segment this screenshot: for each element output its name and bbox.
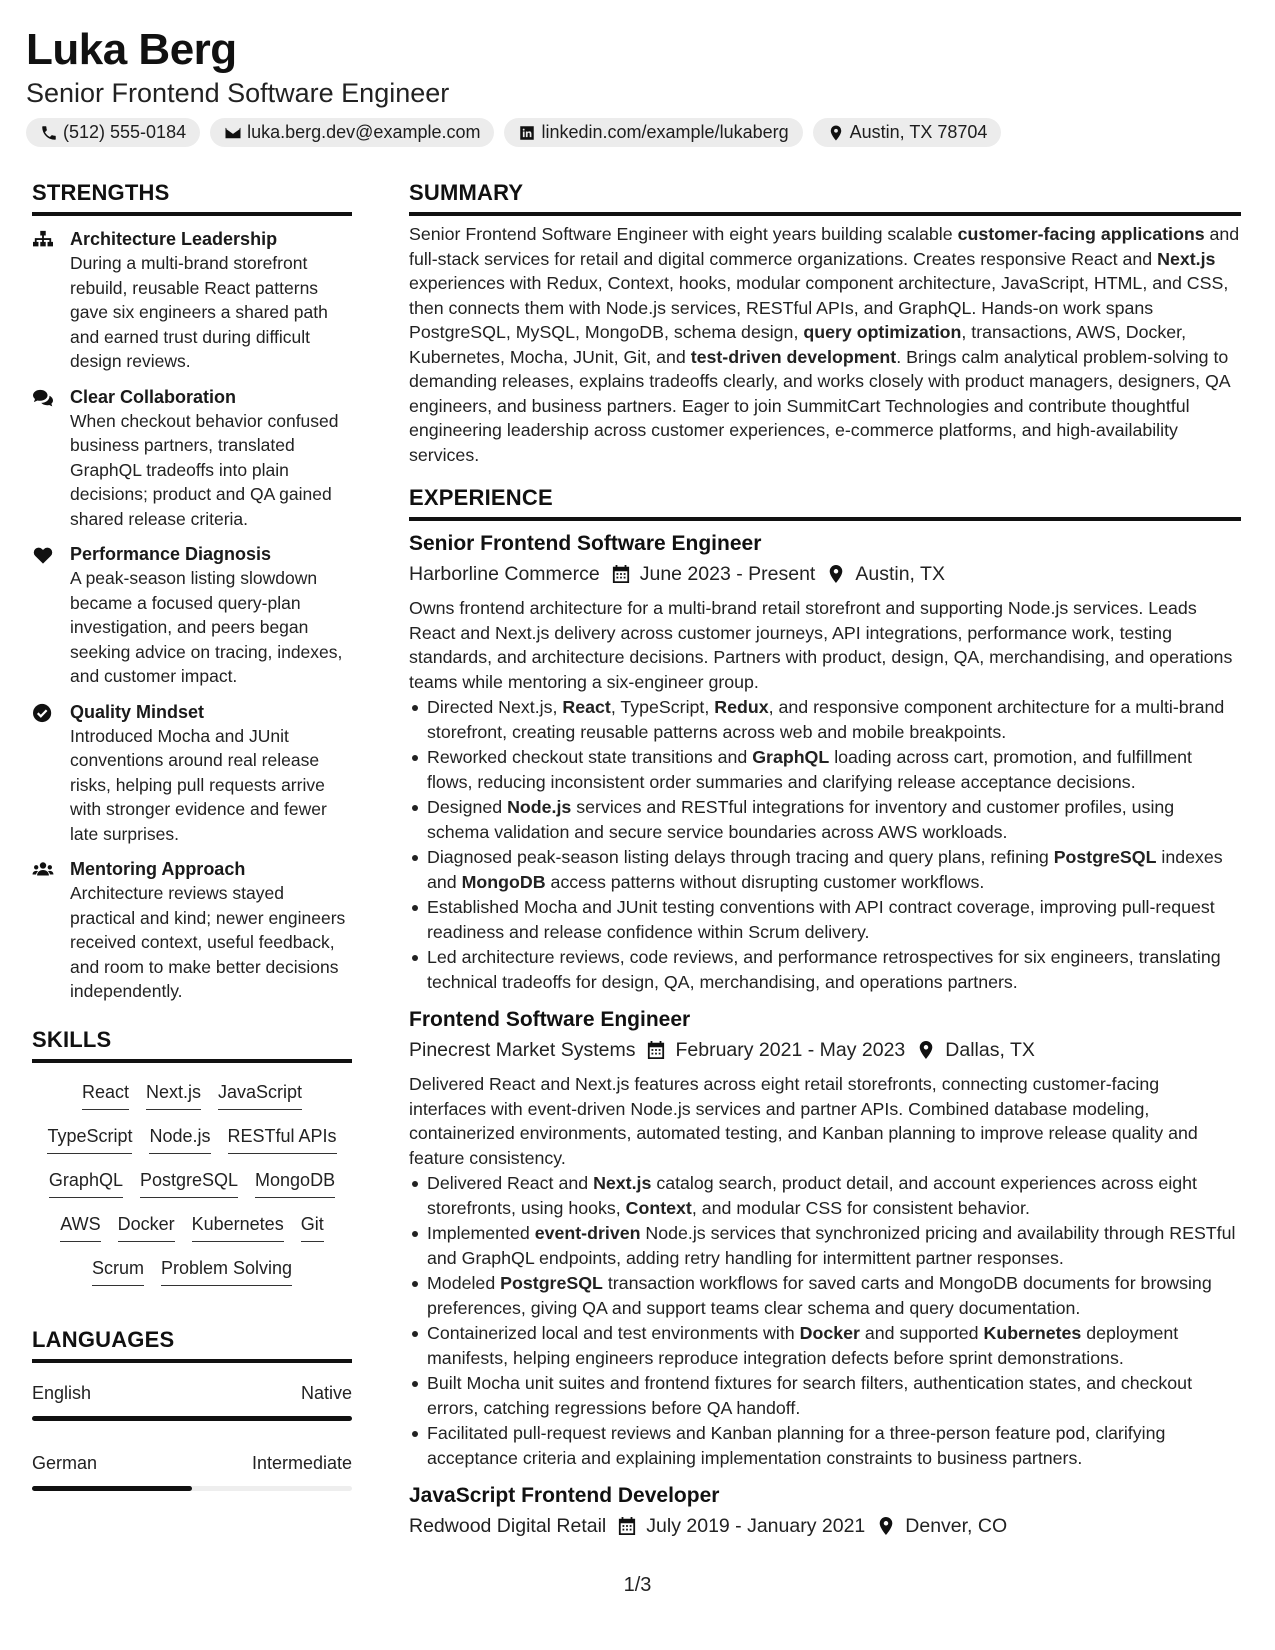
contact-email[interactable] bbox=[210, 118, 494, 147]
calendar-icon bbox=[612, 564, 630, 584]
language-name: German bbox=[32, 1452, 98, 1473]
job-bullet: Directed Next.js, React, TypeScript, Redux, and responsive component architecture for a multi-brand storefront, creating reusable patterns across web and mobile breakpoints. bbox=[409, 695, 1241, 744]
contact-location-text: Austin, TX 78704 bbox=[849, 122, 988, 142]
map-pin-icon bbox=[827, 564, 845, 584]
job-bullets bbox=[409, 1171, 1241, 1470]
contact-location[interactable] bbox=[813, 118, 1002, 147]
page-number: 1/3 bbox=[623, 1574, 652, 1596]
skill-tag: Docker bbox=[118, 1212, 175, 1242]
contact-linkedin-text: linkedin.com/example/lukaberg bbox=[541, 122, 789, 142]
strength-title: Architecture Leadership bbox=[70, 229, 278, 249]
contact-email-text: luka.berg.dev@example.com bbox=[247, 122, 481, 142]
language-level: Intermediate bbox=[251, 1452, 352, 1473]
map-pin-icon bbox=[827, 124, 845, 142]
skill-tag: Next.js bbox=[146, 1080, 201, 1110]
heart-icon bbox=[32, 545, 54, 565]
right-column bbox=[409, 179, 1241, 1540]
language-name: English bbox=[32, 1382, 92, 1403]
skill-tag: Problem Solving bbox=[161, 1256, 292, 1286]
job-meta bbox=[409, 1512, 1241, 1540]
skill-tag: MongoDB bbox=[255, 1168, 335, 1198]
strength-item bbox=[32, 385, 352, 532]
language-item bbox=[32, 1451, 352, 1491]
envelope-icon bbox=[224, 124, 242, 142]
job-bullet: Designed Node.js services and RESTful integrations for inventory and customer profiles, using schema validation and secure service boundaries across AWS workloads. bbox=[409, 795, 1241, 844]
language-item bbox=[32, 1381, 352, 1421]
strength-desc: Architecture reviews stayed practical and kind; newer engineers received context, useful feedback, and room to make better decisions independently. bbox=[70, 883, 346, 1001]
linkedin-icon bbox=[518, 124, 536, 142]
skill-tag: TypeScript bbox=[47, 1124, 132, 1154]
job-title: Frontend Software Engineer bbox=[409, 1008, 691, 1031]
skill-tag: Node.js bbox=[149, 1124, 210, 1154]
map-pin-icon bbox=[917, 1040, 935, 1060]
strength-item bbox=[32, 857, 352, 1004]
job-title: Senior Frontend Software Engineer bbox=[409, 532, 762, 555]
skill-tag: RESTful APIs bbox=[228, 1124, 337, 1154]
strength-item bbox=[32, 700, 352, 847]
contact-linkedin[interactable] bbox=[504, 118, 802, 147]
skill-tag: AWS bbox=[60, 1212, 100, 1242]
skill-tag: Git bbox=[301, 1212, 324, 1242]
job-dates: July 2019 - January 2021 bbox=[646, 1515, 866, 1537]
job-meta bbox=[409, 1036, 1241, 1064]
job-bullets bbox=[409, 695, 1241, 994]
strength-desc: During a multi-brand storefront rebuild, reusable React patterns gave six engineers a shared path and earned trust during difficult design reviews. bbox=[70, 253, 328, 371]
strength-title: Clear Collaboration bbox=[70, 386, 237, 407]
job-dates: February 2021 - May 2023 bbox=[675, 1039, 906, 1061]
phone-icon bbox=[40, 124, 58, 142]
calendar-icon bbox=[647, 1040, 665, 1060]
job-bullet: Facilitated pull-request reviews and Kanban planning for a three-person feature pod, clarifying acceptance criteria and explaining implementation constraints to business partners. bbox=[409, 1421, 1241, 1470]
job-bullet: Implemented event-driven Node.js services that synchronized pricing and availability through RESTful and GraphQL endpoints, adding retry handling for intermittent partner responses. bbox=[409, 1221, 1241, 1270]
resume-header bbox=[26, 24, 1251, 147]
job-meta bbox=[409, 560, 1241, 588]
job-bullet: Led architecture reviews, code reviews, and performance retrospectives for six engineers, translating technical tradeoffs for design, QA, merchandising, and operations partners. bbox=[409, 945, 1241, 994]
job-description: Delivered React and Next.js features across eight retail storefronts, connecting customer-facing interfaces with event-driven Node.js services and partner APIs. Combined database modeling, containerized environments, automated testing, and Kanban planning to improve release quality and feature consistency. bbox=[409, 1074, 1198, 1168]
experience-list bbox=[409, 530, 1241, 1540]
candidate-role: Senior Frontend Software Engineer bbox=[26, 78, 450, 108]
strengths-heading: STRENGTHS bbox=[32, 179, 352, 216]
skill-tag: JavaScript bbox=[218, 1080, 302, 1110]
job-entry bbox=[409, 530, 1241, 994]
summary-text: Senior Frontend Software Engineer with eight years building scalable customer-facing applications and full-stack services for retail and digital commerce organizations. Creates responsive React and Next.js experiences with Redux, Context, hooks, modular component architecture, JavaScript, HTML, and CSS, then connects them with Node.js services, RESTful APIs, and GraphQL. Hands-on work spans PostgreSQL, MySQL, MongoDB, schema design, query optimization, transactions, AWS, Docker, Kubernetes, Mocha, JUnit, Git, and test-driven development. Brings calm analytical problem-solving to demanding releases, explains tradeoffs clearly, and works closely with product managers, designers, QA engineers, and business partners. Eager to join SummitCart Technologies and contribute thoughtful engineering leadership across customer experiences, e-commerce platforms, and high-availability services. bbox=[409, 224, 1240, 465]
job-bullet: Delivered React and Next.js catalog search, product detail, and account experiences across eight storefronts, using hooks, Context, and modular CSS for consistent behavior. bbox=[409, 1171, 1241, 1220]
job-bullet: Diagnosed peak-season listing delays through tracing and query plans, refining PostgreSQL indexes and MongoDB access patterns without disrupting customer workflows. bbox=[409, 845, 1241, 894]
job-dates: June 2023 - Present bbox=[639, 563, 816, 585]
job-location: Denver, CO bbox=[905, 1515, 1008, 1537]
job-description: Owns frontend architecture for a multi-brand retail storefront and supporting Node.js services. Leads React and Next.js delivery across customer journeys, API integrations, performance work, testing standards, and architecture decisions. Partners with product, design, QA, merchandising, and operations teams while mentoring a six-engineer group. bbox=[409, 598, 1233, 692]
language-proficiency-bar bbox=[32, 1486, 352, 1491]
strength-item bbox=[32, 542, 352, 689]
skill-tag: React bbox=[82, 1080, 129, 1110]
experience-heading: EXPERIENCE bbox=[409, 484, 1241, 521]
map-pin-icon bbox=[877, 1516, 895, 1536]
skill-tag: PostgreSQL bbox=[140, 1168, 238, 1198]
strength-title: Mentoring Approach bbox=[70, 859, 246, 879]
strength-item bbox=[32, 227, 352, 374]
strength-desc: A peak-season listing slowdown became a focused query-plan investigation, and peers began seeking advice on tracing, indexes, and customer impact. bbox=[70, 568, 343, 686]
skill-tag: Scrum bbox=[92, 1256, 144, 1286]
strength-desc: Introduced Mocha and JUnit conventions around real release risks, helping pull requests arrive with stronger evidence and fewer late surprises. bbox=[70, 725, 327, 844]
language-level: Native bbox=[300, 1382, 352, 1403]
skills-heading: SKILLS bbox=[32, 1026, 352, 1063]
strength-title: Quality Mindset bbox=[70, 701, 205, 722]
job-company: Pinecrest Market Systems bbox=[409, 1039, 636, 1061]
job-bullet: Reworked checkout state transitions and GraphQL loading across cart, promotion, and fulfillment flows, reducing inconsistent order summaries and clarifying release acceptance decisions. bbox=[409, 745, 1241, 794]
job-entry bbox=[409, 1006, 1241, 1470]
job-bullet: Built Mocha unit suites and frontend fixtures for search filters, authentication states, and checkout errors, catching regressions before QA handoff. bbox=[409, 1371, 1241, 1420]
comments-icon bbox=[32, 388, 54, 408]
skills-list bbox=[32, 1063, 352, 1286]
contact-bar bbox=[26, 118, 1251, 147]
job-entry bbox=[409, 1482, 1241, 1540]
left-column bbox=[32, 179, 352, 1491]
strength-title: Performance Diagnosis bbox=[70, 544, 272, 564]
job-company: Harborline Commerce bbox=[409, 563, 600, 585]
contact-phone-text: (512) 555-0184 bbox=[63, 122, 187, 142]
language-proficiency-bar bbox=[32, 1416, 352, 1421]
job-company: Redwood Digital Retail bbox=[409, 1515, 607, 1537]
job-bullet: Containerized local and test environments with Docker and supported Kubernetes deployment manifests, helping engineers reproduce integration defects before sprint demonstrations. bbox=[409, 1321, 1241, 1370]
skill-tag: GraphQL bbox=[49, 1168, 123, 1198]
contact-phone[interactable] bbox=[26, 118, 200, 147]
job-bullet: Modeled PostgreSQL transaction workflows for saved carts and MongoDB documents for browsing preferences, giving QA and support teams clear schema and query documentation. bbox=[409, 1271, 1241, 1320]
skill-tag: Kubernetes bbox=[192, 1212, 284, 1242]
job-bullet: Established Mocha and JUnit testing conventions with API contract coverage, improving pull-request readiness and release confidence within Scrum delivery. bbox=[409, 895, 1241, 944]
job-title: JavaScript Frontend Developer bbox=[409, 1484, 720, 1507]
candidate-name: Luka Berg bbox=[26, 25, 237, 74]
strength-desc: When checkout behavior confused business partners, translated GraphQL tradeoffs into plain decisions; product and QA gained shared release criteria. bbox=[70, 410, 339, 529]
languages-heading: LANGUAGES bbox=[32, 1326, 352, 1363]
job-location: Dallas, TX bbox=[945, 1039, 1035, 1061]
sitemap-icon bbox=[32, 230, 54, 250]
check-circle-icon bbox=[32, 703, 54, 723]
summary-heading: SUMMARY bbox=[409, 179, 1241, 216]
calendar-icon bbox=[618, 1516, 636, 1536]
users-icon bbox=[32, 860, 54, 880]
job-location: Austin, TX bbox=[855, 563, 945, 585]
